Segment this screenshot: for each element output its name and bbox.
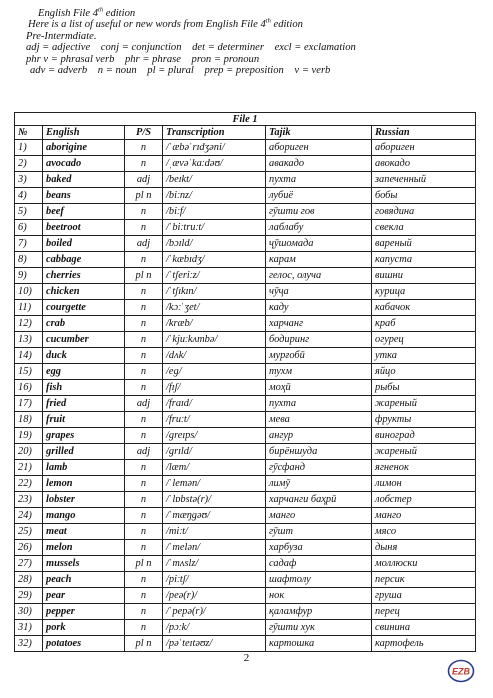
transcription: /ˈbiːtruːt/ [163,220,266,236]
transcription: /ˌævəˈkaːdəʊ/ [163,156,266,172]
russian-translation: огурец [372,332,476,348]
english-word: egg [43,364,125,380]
row-number: 10) [15,284,43,300]
russian-translation: краб [372,316,476,332]
english-word: pork [43,620,125,636]
tajik-translation: авакадо [266,156,372,172]
english-word: cherries [43,268,125,284]
transcription: /ˈkjuːkʌmbə/ [163,332,266,348]
logo-text: EZB [452,666,470,677]
table-row [15,348,476,364]
table-row [15,284,476,300]
tajik-translation: гӯсфанд [266,460,372,476]
tajik-translation: ҷӯшомада [266,236,372,252]
english-word: avocado [43,156,125,172]
tajik-translation: карам [266,252,372,268]
russian-translation: говядина [372,204,476,220]
publisher-logo [447,659,475,683]
part-of-speech: n [125,572,163,588]
header-english: English [43,126,125,140]
row-number: 31) [15,620,43,636]
part-of-speech: n [125,332,163,348]
table-row [15,508,476,524]
english-word: fried [43,396,125,412]
tajik-translation: гелос, олуча [266,268,372,284]
english-word: mussels [43,556,125,572]
part-of-speech: n [125,508,163,524]
table-row [15,476,476,492]
table-row [15,460,476,476]
part-of-speech: n [125,316,163,332]
transcription: /ˈtʃeriːz/ [163,268,266,284]
tajik-translation: манго [266,508,372,524]
part-of-speech: n [125,140,163,156]
part-of-speech: n [125,540,163,556]
english-word: baked [43,172,125,188]
transcription: /eg/ [163,364,266,380]
intro-block [26,8,466,76]
tajik-translation: мурғобӣ [266,348,372,364]
english-word: duck [43,348,125,364]
table-row [15,380,476,396]
transcription: /ˈkæbɪdʒ/ [163,252,266,268]
row-number: 13) [15,332,43,348]
description-line: Here is a list of useful or new words from English File 4th edition [28,17,303,31]
tajik-translation: харбуза [266,540,372,556]
row-number: 16) [15,380,43,396]
table-row [15,572,476,588]
part-of-speech: n [125,492,163,508]
tajik-translation: лубиё [266,188,372,204]
part-of-speech: n [125,620,163,636]
part-of-speech: pl n [125,268,163,284]
russian-translation: виноград [372,428,476,444]
tajik-translation: харчанг [266,316,372,332]
transcription: /kɔːˈʒet/ [163,300,266,316]
transcription: /greɪps/ [163,428,266,444]
abbreviations-line-3: adv = adverb n = noun pl = plural prep = preposition v = verb [30,65,331,77]
header-row [15,126,476,140]
table-row [15,492,476,508]
tajik-translation: гӯшти гов [266,204,372,220]
english-word: mango [43,508,125,524]
part-of-speech: n [125,380,163,396]
english-word: cabbage [43,252,125,268]
russian-translation: рыбы [372,380,476,396]
table-row [15,556,476,572]
tajik-translation: қаламфур [266,604,372,620]
row-number: 17) [15,396,43,412]
tajik-translation: шафтолу [266,572,372,588]
transcription: /dʌk/ [163,348,266,364]
transcription: /grɪld/ [163,444,266,460]
part-of-speech: n [125,156,163,172]
english-word: peach [43,572,125,588]
row-number: 11) [15,300,43,316]
tajik-translation: пухта [266,172,372,188]
row-number: 28) [15,572,43,588]
part-of-speech: pl n [125,188,163,204]
row-number: 18) [15,412,43,428]
russian-translation: капуста [372,252,476,268]
table-row [15,236,476,252]
english-word: fruit [43,412,125,428]
english-word: grapes [43,428,125,444]
transcription: /fruːt/ [163,412,266,428]
tajik-translation: ангур [266,428,372,444]
table-row [15,172,476,188]
tajik-translation: харчанги баҳрӣ [266,492,372,508]
tajik-translation: гӯшт [266,524,372,540]
part-of-speech: n [125,604,163,620]
table-row [15,140,476,156]
russian-translation: ягненок [372,460,476,476]
transcription: /ˈtʃɪkɪn/ [163,284,266,300]
russian-translation: абориген [372,140,476,156]
part-of-speech: pl n [125,556,163,572]
english-word: beans [43,188,125,204]
transcription: /ˈlemən/ [163,476,266,492]
english-word: melon [43,540,125,556]
part-of-speech: n [125,460,163,476]
russian-translation: персик [372,572,476,588]
transcription: /biːnz/ [163,188,266,204]
russian-translation: лобстер [372,492,476,508]
russian-translation: свекла [372,220,476,236]
tajik-translation: моҳӣ [266,380,372,396]
english-word: lamb [43,460,125,476]
transcription: /ˈmʌslz/ [163,556,266,572]
tajik-translation: бодиринг [266,332,372,348]
row-number: 7) [15,236,43,252]
table-row [15,188,476,204]
transcription: /fraɪd/ [163,396,266,412]
row-number: 15) [15,364,43,380]
tajik-translation: чӯҷа [266,284,372,300]
russian-translation: мясо [372,524,476,540]
part-of-speech: n [125,284,163,300]
table-row [15,412,476,428]
header-tajik: Tajik [266,126,372,140]
transcription: /piːtʃ/ [163,572,266,588]
transcription: /pɔːk/ [163,620,266,636]
header-russian: Russian [372,126,476,140]
transcription: /ˈlɒbstə(r)/ [163,492,266,508]
transcription: /ˈpepə(r)/ [163,604,266,620]
table-row [15,428,476,444]
row-number: 25) [15,524,43,540]
tajik-translation: абориген [266,140,372,156]
russian-translation: запеченный [372,172,476,188]
tajik-translation: нок [266,588,372,604]
row-number: 21) [15,460,43,476]
level-line: Pre-Intermdiate. [26,30,97,42]
tajik-translation: бирёншуда [266,444,372,460]
tajik-translation: лимӯ [266,476,372,492]
row-number: 5) [15,204,43,220]
row-number: 20) [15,444,43,460]
russian-translation: бобы [372,188,476,204]
russian-translation: лимон [372,476,476,492]
row-number: 8) [15,252,43,268]
transcription: /fɪʃ/ [163,380,266,396]
table-row [15,588,476,604]
table-row [15,636,476,652]
row-number: 19) [15,428,43,444]
english-word: crab [43,316,125,332]
tajik-translation: лаблабу [266,220,372,236]
english-word: courgette [43,300,125,316]
vocabulary-table [14,112,476,652]
transcription: /biːf/ [163,204,266,220]
russian-translation: фрукты [372,412,476,428]
row-number: 22) [15,476,43,492]
english-word: pear [43,588,125,604]
transcription: /ˈæbəˈrɪdʒəni/ [163,140,266,156]
table-row [15,444,476,460]
row-number: 1) [15,140,43,156]
table-row [15,252,476,268]
english-word: chicken [43,284,125,300]
table-row [15,540,476,556]
table-title: File 1 [15,113,476,126]
part-of-speech: n [125,588,163,604]
english-word: aborigine [43,140,125,156]
table-row [15,364,476,380]
table-row [15,396,476,412]
table-row [15,268,476,284]
english-word: pepper [43,604,125,620]
row-number: 3) [15,172,43,188]
table-row [15,524,476,540]
transcription: /ˈmæŋgəʊ/ [163,508,266,524]
russian-translation: перец [372,604,476,620]
russian-translation: картофель [372,636,476,652]
russian-translation: жареный [372,396,476,412]
row-number: 29) [15,588,43,604]
row-number: 23) [15,492,43,508]
tajik-translation: пухта [266,396,372,412]
row-number: 2) [15,156,43,172]
table-row [15,332,476,348]
russian-translation: груша [372,588,476,604]
russian-translation: дыня [372,540,476,556]
transcription: /læm/ [163,460,266,476]
english-word: lemon [43,476,125,492]
english-word: potatoes [43,636,125,652]
transcription: /miːt/ [163,524,266,540]
row-number: 30) [15,604,43,620]
english-word: cucumber [43,332,125,348]
russian-translation: авокадо [372,156,476,172]
russian-translation: манго [372,508,476,524]
table-row [15,620,476,636]
english-word: beef [43,204,125,220]
part-of-speech: n [125,300,163,316]
part-of-speech: adj [125,444,163,460]
russian-translation: свинина [372,620,476,636]
table-row [15,316,476,332]
table-row [15,300,476,316]
row-number: 4) [15,188,43,204]
english-word: beetroot [43,220,125,236]
row-number: 26) [15,540,43,556]
row-number: 14) [15,348,43,364]
page-number: 2 [243,652,250,664]
english-word: fish [43,380,125,396]
edition-line: English File 4th edition [38,6,136,19]
row-number: 6) [15,220,43,236]
english-word: meat [43,524,125,540]
abbreviations-line-2: phr v = phrasal verb phr = phrase pron = pronoun [26,53,260,65]
part-of-speech: n [125,348,163,364]
russian-translation: жареный [372,444,476,460]
header-transcription: Transcription [163,126,266,140]
part-of-speech: n [125,220,163,236]
part-of-speech: adj [125,172,163,188]
tajik-translation: садаф [266,556,372,572]
russian-translation: курица [372,284,476,300]
transcription: /bɔɪld/ [163,236,266,252]
row-number: 27) [15,556,43,572]
transcription: /pəˈteɪtəʊz/ [163,636,266,652]
row-number: 12) [15,316,43,332]
transcription: /beɪkt/ [163,172,266,188]
row-number: 24) [15,508,43,524]
transcription: /ˈmelən/ [163,540,266,556]
part-of-speech: n [125,524,163,540]
table-row [15,204,476,220]
english-word: lobster [43,492,125,508]
transcription: /kræb/ [163,316,266,332]
part-of-speech: n [125,428,163,444]
tajik-translation: каду [266,300,372,316]
tajik-translation: тухм [266,364,372,380]
english-word: grilled [43,444,125,460]
part-of-speech: adj [125,236,163,252]
russian-translation: вареный [372,236,476,252]
russian-translation: кабачок [372,300,476,316]
part-of-speech: n [125,252,163,268]
table-row [15,156,476,172]
abbreviations-line-1: adj = adjective conj = conjunction det = determiner excl = exclamation [26,42,356,54]
tajik-translation: картошка [266,636,372,652]
russian-translation: моллюски [372,556,476,572]
table-body [15,140,476,652]
row-number: 9) [15,268,43,284]
row-number: 32) [15,636,43,652]
part-of-speech: n [125,364,163,380]
header-number: № [15,126,43,140]
part-of-speech: n [125,412,163,428]
transcription: /peə(r)/ [163,588,266,604]
part-of-speech: adj [125,396,163,412]
tajik-translation: мева [266,412,372,428]
table-row [15,604,476,620]
english-word: boiled [43,236,125,252]
table-row [15,220,476,236]
russian-translation: вишни [372,268,476,284]
russian-translation: яйцо [372,364,476,380]
header-part-of-speech: P/S [125,126,163,140]
part-of-speech: n [125,476,163,492]
part-of-speech: n [125,204,163,220]
tajik-translation: гӯшти хук [266,620,372,636]
russian-translation: утка [372,348,476,364]
part-of-speech: pl n [125,636,163,652]
